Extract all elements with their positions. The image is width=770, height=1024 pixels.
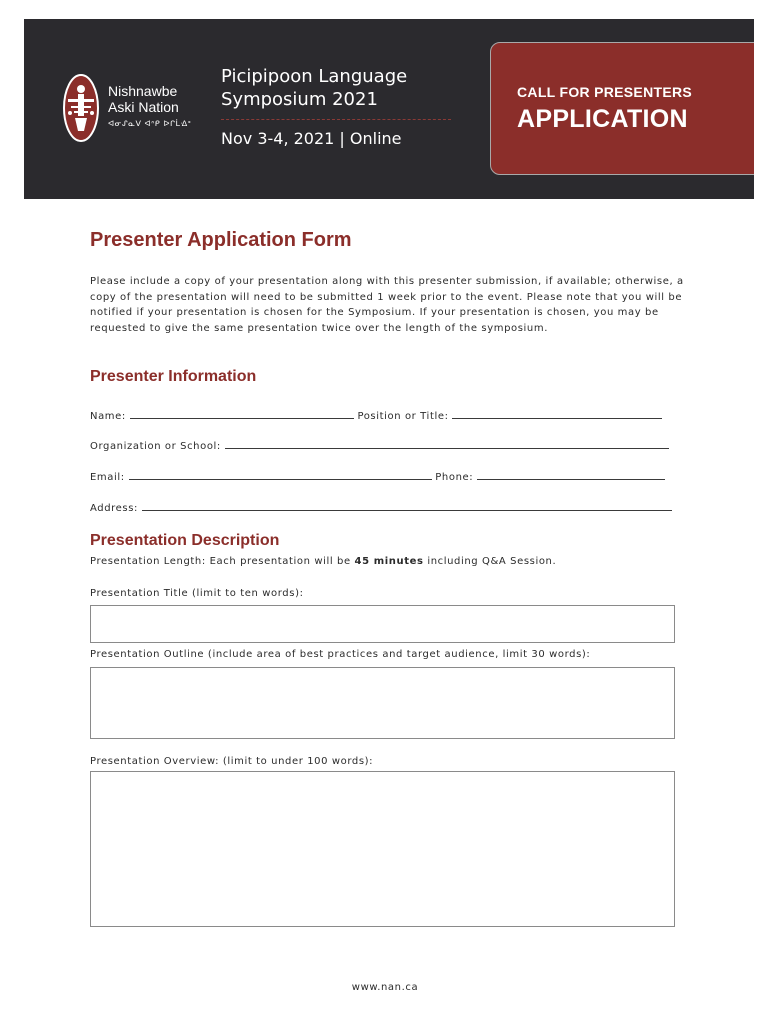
position-label: Position or Title:	[357, 411, 449, 422]
email-phone-row	[90, 469, 665, 483]
presentation-outline-input[interactable]	[90, 667, 675, 739]
organization-field[interactable]	[225, 438, 669, 449]
event-divider	[221, 119, 451, 120]
address-label: Address:	[90, 503, 138, 514]
nan-logo-icon	[62, 73, 100, 143]
org-syllabics: ᐊᓂᔑᓇᐯ ᐊᐢᑭ ᐅᒋᒫᐎᐣ	[108, 119, 192, 128]
organization-label: Organization or School:	[90, 441, 221, 452]
name-position-row	[90, 408, 662, 422]
length-value: 45 minutes	[354, 556, 424, 567]
presentation-title-input[interactable]	[90, 605, 675, 643]
email-label: Email:	[90, 472, 125, 483]
call-for-presenters-box	[490, 42, 754, 175]
cfp-title: APPLICATION	[517, 105, 688, 133]
org-name-line1: Nishnawbe	[108, 83, 178, 99]
presentation-overview-label: Presentation Overview: (limit to under 100 words):	[90, 756, 374, 767]
org-name-line2: Aski Nation	[108, 99, 179, 115]
organization-row	[90, 438, 669, 452]
footer-url[interactable]: www.nan.ca	[351, 982, 419, 993]
phone-label: Phone:	[435, 472, 474, 483]
org-name	[108, 83, 218, 115]
presentation-outline-label: Presentation Outline (include area of best practices and target audience, limit 30 words):	[90, 649, 591, 660]
presentation-overview-input[interactable]	[90, 771, 675, 927]
position-field[interactable]	[452, 408, 662, 419]
phone-field[interactable]	[477, 469, 665, 480]
name-field[interactable]	[130, 408, 354, 419]
form-title: Presenter Application Form	[90, 229, 352, 251]
length-suffix: including Q&A Session.	[427, 556, 557, 567]
presentation-description-heading: Presentation Description	[90, 532, 280, 549]
presentation-length-text	[90, 556, 556, 567]
address-field[interactable]	[142, 500, 672, 511]
address-row	[90, 500, 672, 514]
email-field[interactable]	[129, 469, 432, 480]
cfp-label: CALL FOR PRESENTERS	[517, 84, 693, 100]
event-title-line2: Symposium 2021	[221, 89, 378, 110]
name-label: Name:	[90, 411, 126, 422]
form-intro: Please include a copy of your presentation along with this presenter submission, if available; otherwise, a copy of the presentation will need to be submitted 1 week prior to the event. Please note that you will be notified if your presentation is chosen for the Symposium. If your presentation is chosen, you may be requested to give the same presentation twice over the length of the symposium.	[90, 276, 684, 334]
presentation-title-label: Presentation Title (limit to ten words):	[90, 588, 304, 599]
length-prefix: Presentation Length: Each presentation will be	[90, 556, 351, 567]
header-banner	[24, 19, 754, 199]
event-title-line1: Picipipoon Language	[221, 66, 408, 87]
event-date: Nov 3-4, 2021 | Online	[221, 129, 402, 148]
event-title	[221, 65, 461, 111]
presenter-info-heading: Presenter Information	[90, 368, 257, 385]
